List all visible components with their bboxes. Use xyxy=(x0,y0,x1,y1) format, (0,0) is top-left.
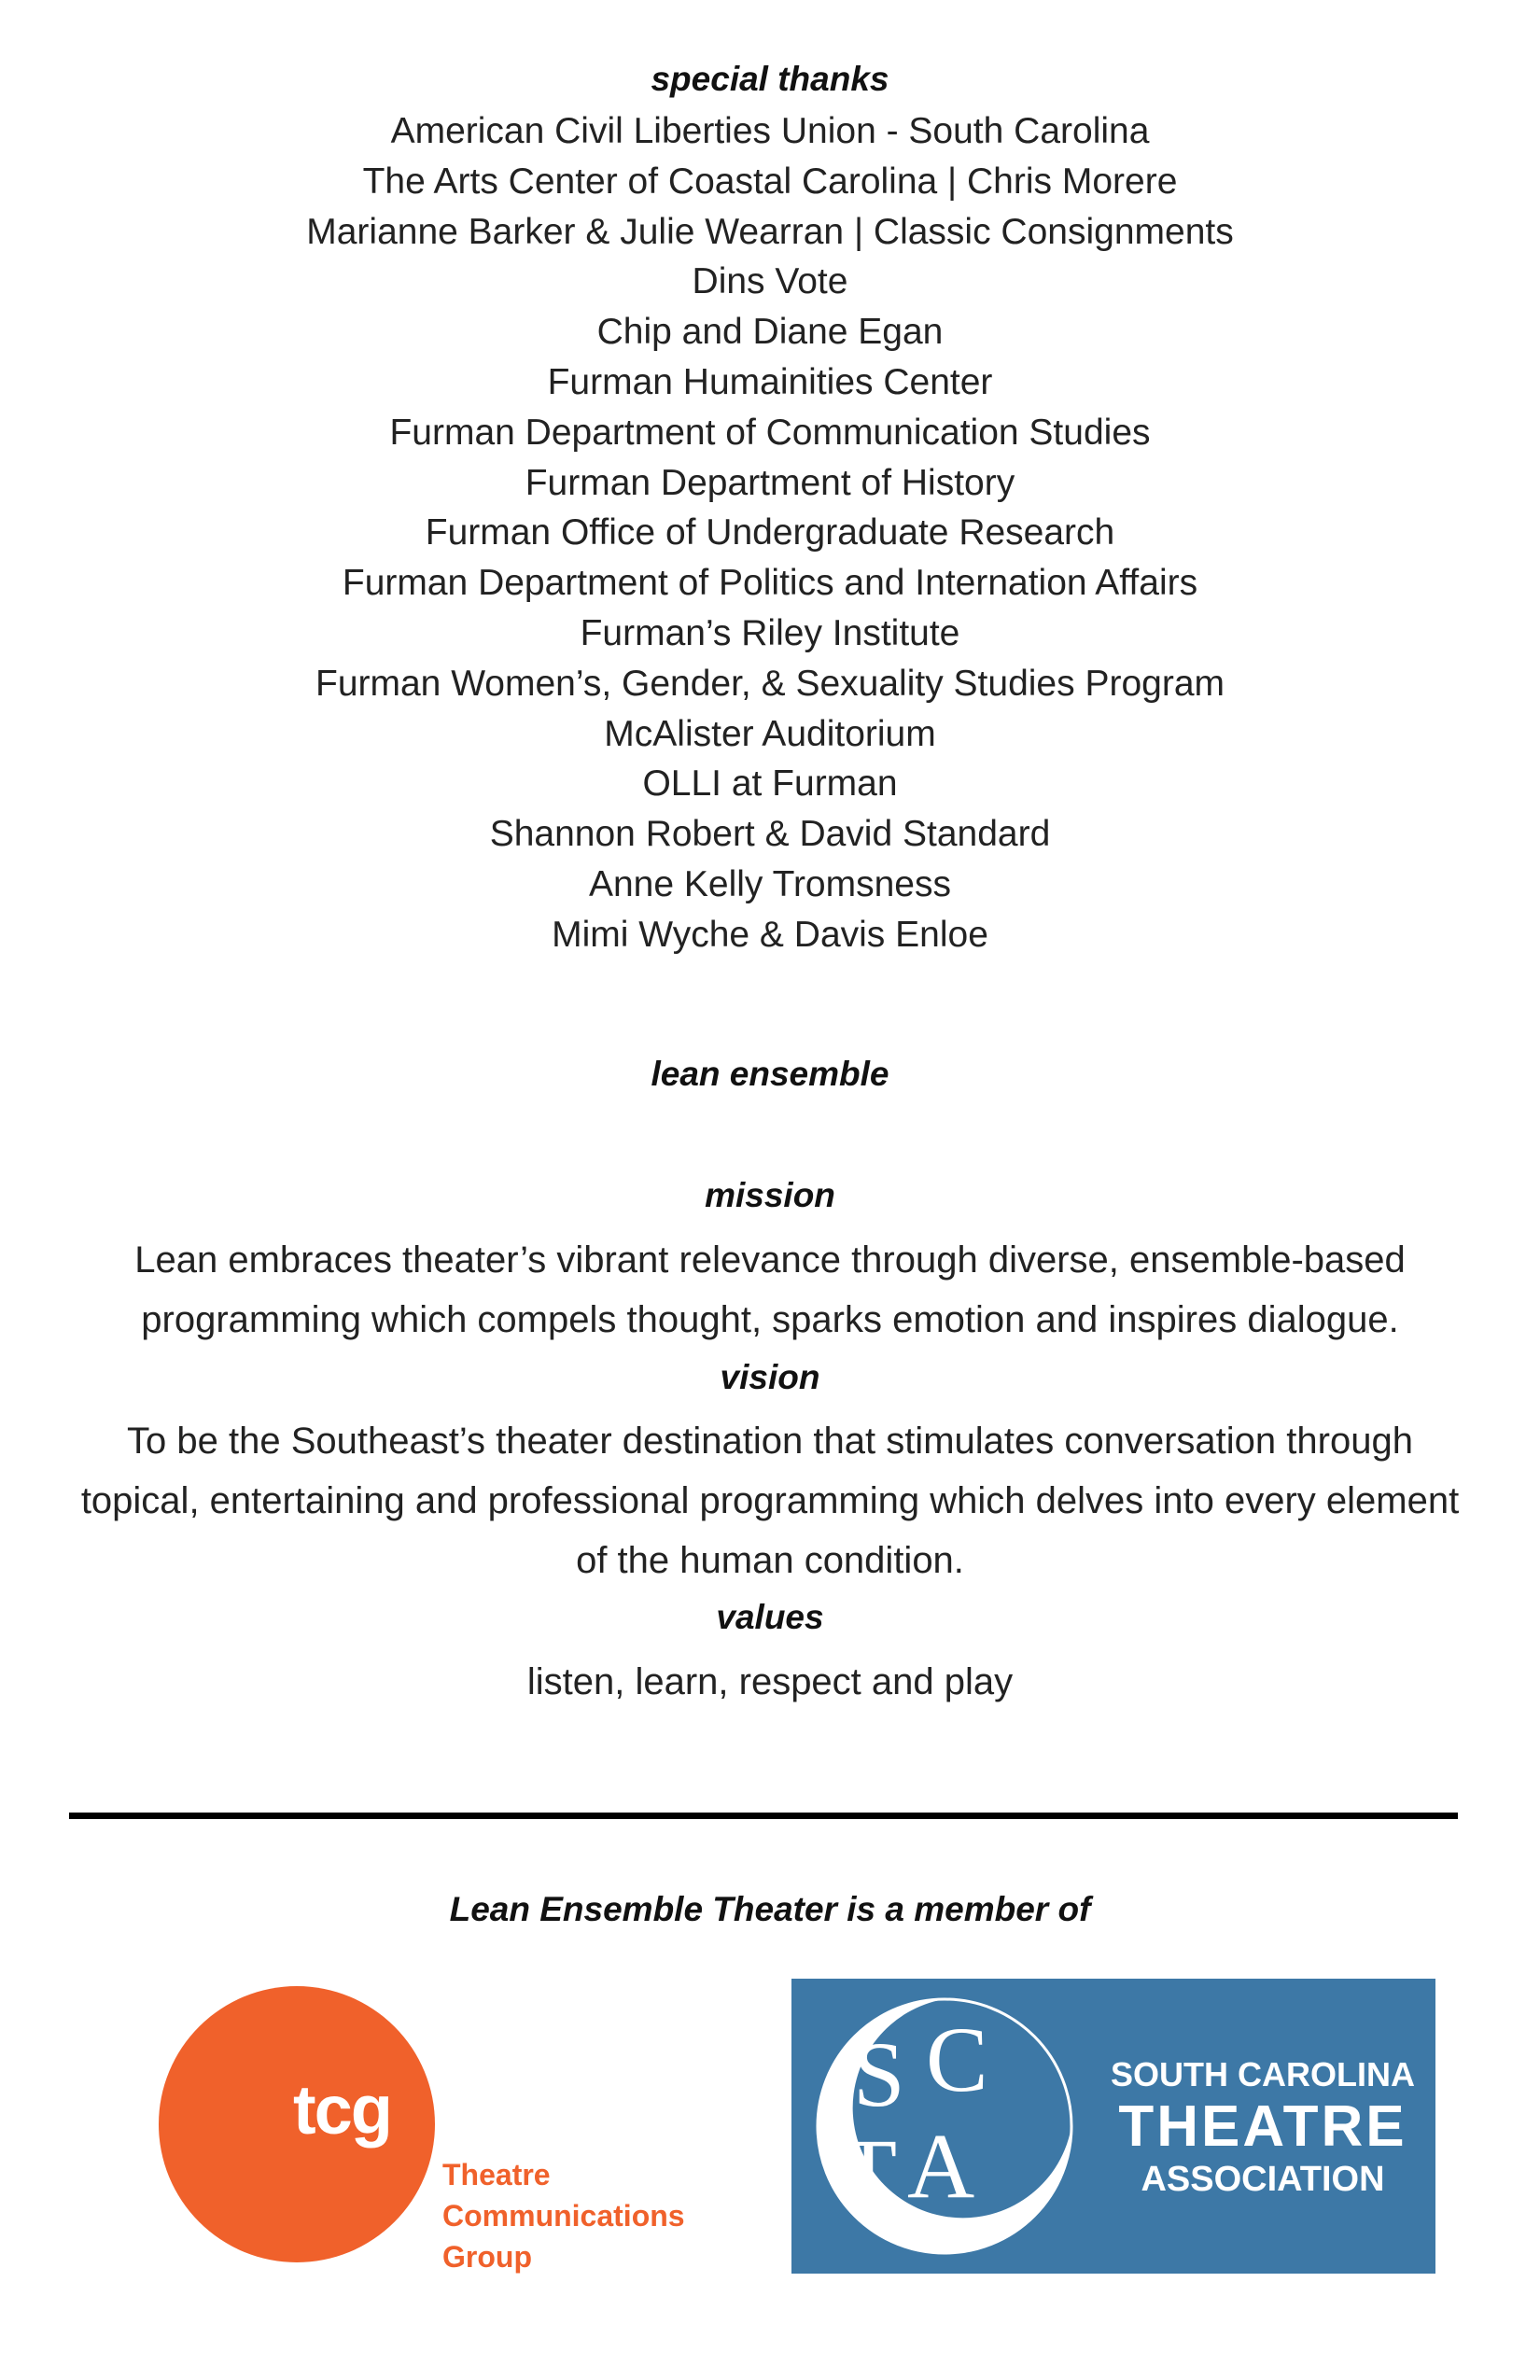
special-thanks-list xyxy=(0,106,1540,960)
section-divider xyxy=(69,1813,1458,1819)
thanks-item: The Arts Center of Coastal Carolina | Chris Morere xyxy=(362,161,1178,202)
scta-wordmark xyxy=(1099,2053,1426,2201)
thanks-item: Chip and Diane Egan xyxy=(596,312,944,353)
tcg-line3: Group xyxy=(442,2240,532,2274)
vision-heading: vision xyxy=(720,1358,820,1396)
mission-heading: mission xyxy=(705,1176,835,1214)
tcg-logo xyxy=(159,1986,719,2274)
thanks-item: Mimi Wyche & Davis Enloe xyxy=(552,914,988,955)
special-thanks-heading: special thanks xyxy=(651,60,889,98)
thanks-item: American Civil Liberties Union - South Carolina xyxy=(390,111,1150,151)
thanks-item: Furman’s Riley Institute xyxy=(580,612,960,653)
scta-line1: SOUTH CAROLINA xyxy=(1111,2055,1415,2093)
svg-text:A: A xyxy=(907,2114,975,2218)
svg-text:S: S xyxy=(853,2023,905,2126)
thanks-item: Furman Department of Politics and Internation Affairs xyxy=(342,563,1198,604)
tcg-wordmark xyxy=(442,2154,685,2277)
thanks-item: Furman Department of History xyxy=(525,462,1015,503)
tcg-mark: tcg xyxy=(293,2071,391,2149)
scta-moon-emblem xyxy=(805,1986,1085,2266)
thanks-item: Furman Office of Undergraduate Research xyxy=(425,512,1115,553)
thanks-item: Shannon Robert & David Standard xyxy=(489,814,1051,855)
thanks-item: Furman Department of Communication Studies xyxy=(389,412,1151,453)
thanks-item: Furman Women’s, Gender, & Sexuality Studies Program xyxy=(315,663,1225,704)
scta-line3: ASSOCIATION xyxy=(1141,2160,1385,2199)
values-heading: values xyxy=(716,1598,824,1636)
scta-line2: THEATRE xyxy=(1118,2094,1407,2159)
thanks-item: OLLI at Furman xyxy=(642,763,898,805)
vision-text: To be the Southeast’s theater destination that stimulates conversation through topical, entertaining and professional programming which delves into every element of the human condition. xyxy=(80,1421,1460,1581)
thanks-item: Dins Vote xyxy=(692,261,848,302)
lean-ensemble-heading: lean ensemble xyxy=(651,1055,889,1093)
thanks-item: Marianne Barker & Julie Wearran | Classic Consignments xyxy=(306,211,1234,252)
svg-text:T: T xyxy=(840,2120,898,2223)
values-text: listen, learn, respect and play xyxy=(526,1661,1014,1702)
thanks-item: McAlister Auditorium xyxy=(604,713,936,754)
membership-heading: Lean Ensemble Theater is a member of xyxy=(449,1890,1091,1928)
thanks-item: Anne Kelly Tromsness xyxy=(588,863,951,904)
tcg-line2: Communications xyxy=(442,2199,685,2233)
thanks-item: Furman Humainities Center xyxy=(547,361,993,402)
svg-text:C: C xyxy=(926,2008,988,2111)
mission-text: Lean embraces theater’s vibrant relevance through diverse, ensemble-based programming which compels thought, sparks emotion and inspires dialogue. xyxy=(134,1239,1406,1340)
tcg-line1: Theatre xyxy=(442,2158,551,2191)
scta-logo xyxy=(791,1979,1435,2274)
